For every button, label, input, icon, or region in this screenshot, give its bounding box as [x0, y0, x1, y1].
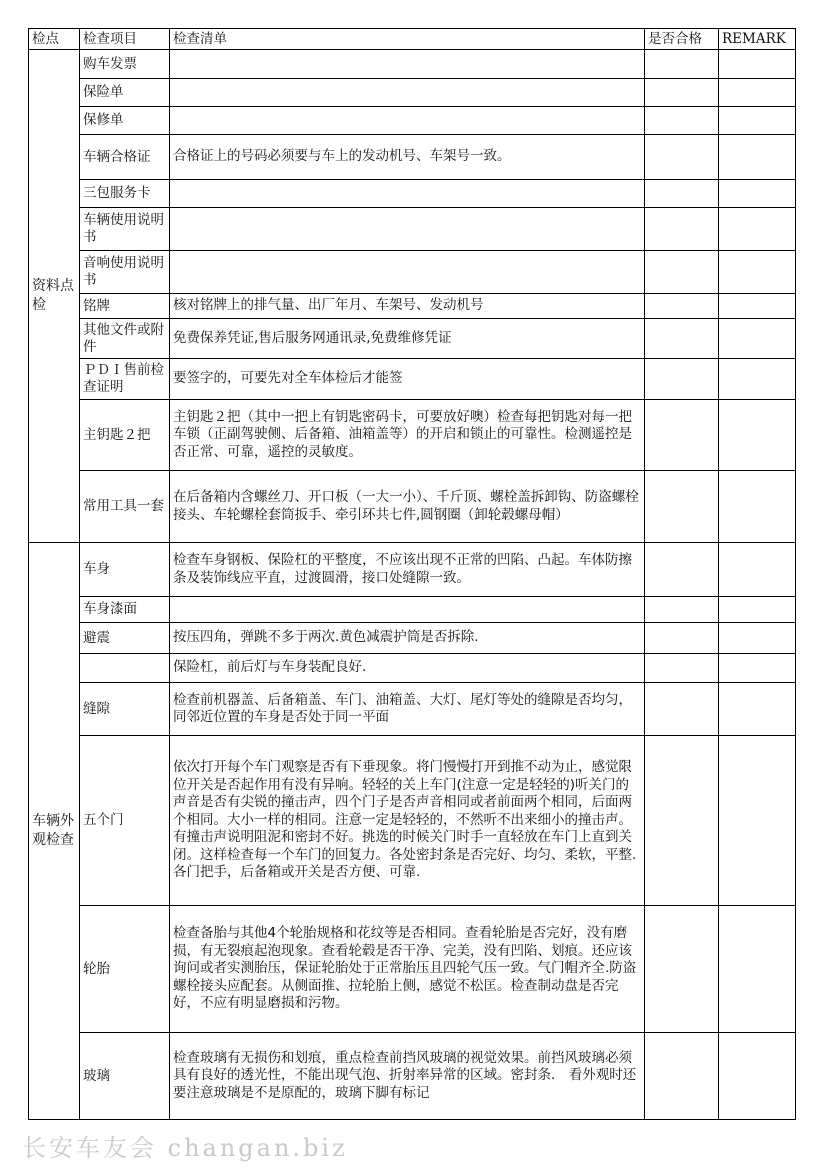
group-label-documents: 资料点检 — [29, 50, 80, 543]
table-row — [29, 180, 796, 208]
group-label-exterior: 车辆外观检查 — [29, 543, 80, 1120]
check-detail: 检查车身钢板、保险杠的平整度，不应该出现不正常的凹陷、凸起。车体防擦条及装饰线应平直，过渡圆滑，接口处缝隙一致。 — [170, 543, 645, 597]
remark-cell[interactable] — [719, 359, 796, 400]
pass-cell[interactable] — [645, 208, 719, 251]
check-item: 玻璃 — [80, 1033, 170, 1120]
table-row — [29, 597, 796, 623]
check-item: 购车发票 — [80, 50, 170, 79]
pass-cell[interactable] — [645, 180, 719, 208]
remark-cell[interactable] — [719, 906, 796, 1033]
pass-cell[interactable] — [645, 683, 719, 736]
check-detail: 要签字的，可要先对全车体检后才能签 — [170, 359, 645, 400]
check-detail: 保险杠，前后灯与车身装配良好. — [170, 654, 645, 683]
pass-cell[interactable] — [645, 319, 719, 359]
check-detail: 合格证上的号码必须要与车上的发动机号、车架号一致。 — [170, 135, 645, 180]
table-row — [29, 79, 796, 107]
pass-cell[interactable] — [645, 1033, 719, 1120]
header-check-point: 检点 — [29, 29, 80, 50]
remark-cell[interactable] — [719, 294, 796, 319]
remark-cell[interactable] — [719, 208, 796, 251]
table-row — [29, 251, 796, 294]
check-item: 五个门 — [80, 736, 170, 906]
header-row — [29, 29, 796, 50]
table-row — [29, 906, 796, 1033]
pass-cell[interactable] — [645, 294, 719, 319]
remark-cell[interactable] — [719, 319, 796, 359]
table-row — [29, 1033, 796, 1120]
remark-cell[interactable] — [719, 543, 796, 597]
check-item: ＰＤＩ售前检查证明 — [80, 359, 170, 400]
pass-cell[interactable] — [645, 359, 719, 400]
inspection-checklist-table — [28, 28, 796, 1120]
table-row — [29, 623, 796, 654]
table-row — [29, 683, 796, 736]
remark-cell[interactable] — [719, 654, 796, 683]
site-watermark: 长安车友会 changan.biz — [22, 1134, 348, 1162]
remark-cell[interactable] — [719, 736, 796, 906]
remark-cell[interactable] — [719, 251, 796, 294]
check-item — [80, 654, 170, 683]
header-check-list: 检查清单 — [170, 29, 645, 50]
check-item: 避震 — [80, 623, 170, 654]
table-row — [29, 543, 796, 597]
remark-cell[interactable] — [719, 79, 796, 107]
table-row — [29, 50, 796, 79]
pass-cell[interactable] — [645, 597, 719, 623]
check-item: 车身漆面 — [80, 597, 170, 623]
check-item: 车辆使用说明书 — [80, 208, 170, 251]
remark-cell[interactable] — [719, 471, 796, 543]
check-item: 主钥匙２把 — [80, 400, 170, 471]
table-row — [29, 471, 796, 543]
check-detail: 主钥匙２把（其中一把上有钥匙密码卡，可要放好噢）检查每把钥匙对每一把车锁（正副驾驶侧、后备箱、油箱盖等）的开启和锁止的可靠性。检测遥控是否正常、可靠，遥控的灵敏度。 — [170, 400, 645, 471]
check-item: 保修单 — [80, 107, 170, 135]
pass-cell[interactable] — [645, 623, 719, 654]
table-row — [29, 359, 796, 400]
check-detail — [170, 597, 645, 623]
remark-cell[interactable] — [719, 683, 796, 736]
pass-cell[interactable] — [645, 79, 719, 107]
check-detail — [170, 251, 645, 294]
pass-cell[interactable] — [645, 471, 719, 543]
pass-cell[interactable] — [645, 654, 719, 683]
remark-cell[interactable] — [719, 400, 796, 471]
table-row — [29, 400, 796, 471]
check-item: 保险单 — [80, 79, 170, 107]
table-row — [29, 736, 796, 906]
check-item: 其他文件或附件 — [80, 319, 170, 359]
check-detail — [170, 79, 645, 107]
header-remark: REMARK — [719, 29, 796, 50]
remark-cell[interactable] — [719, 107, 796, 135]
remark-cell[interactable] — [719, 50, 796, 79]
pass-cell[interactable] — [645, 736, 719, 906]
check-item: 车身 — [80, 543, 170, 597]
pass-cell[interactable] — [645, 50, 719, 79]
check-item: 音响使用说明书 — [80, 251, 170, 294]
check-detail — [170, 208, 645, 251]
remark-cell[interactable] — [719, 623, 796, 654]
check-detail — [170, 50, 645, 79]
remark-cell[interactable] — [719, 1033, 796, 1120]
check-detail: 核对铭牌上的排气量、出厂年月、车架号、发动机号 — [170, 294, 645, 319]
check-detail — [170, 180, 645, 208]
remark-cell[interactable] — [719, 135, 796, 180]
check-detail — [170, 107, 645, 135]
table-row — [29, 294, 796, 319]
table-row — [29, 208, 796, 251]
check-detail: 检查备胎与其他4个轮胎规格和花纹等是否相同。查看轮胎是否完好，没有磨损，有无裂痕起泡现象。查看轮毂是否干净、完美，没有凹陷、划痕。还应该询问或者实测胎压，保证轮胎处于正常胎压且四轮气压一致。气门帽齐全.防盗螺栓接头应配套。从侧面推、拉轮胎上侧，感觉不松匡。检查制动盘是否完好，不应有明显磨损和污物。 — [170, 906, 645, 1033]
pass-cell[interactable] — [645, 251, 719, 294]
header-check-item: 检查项目 — [80, 29, 170, 50]
remark-cell[interactable] — [719, 597, 796, 623]
pass-cell[interactable] — [645, 906, 719, 1033]
check-detail: 检查前机器盖、后备箱盖、车门、油箱盖、大灯、尾灯等处的缝隙是否均匀，同邻近位置的车身是否处于同一平面 — [170, 683, 645, 736]
remark-cell[interactable] — [719, 180, 796, 208]
table-row — [29, 135, 796, 180]
check-item: 车辆合格证 — [80, 135, 170, 180]
pass-cell[interactable] — [645, 543, 719, 597]
check-item: 铭牌 — [80, 294, 170, 319]
check-detail: 按压四角，弹跳不多于两次.黄色减震护筒是否拆除. — [170, 623, 645, 654]
check-detail: 依次打开每个车门观察是否有下垂现象。将门慢慢打开到推不动为止，感觉限位开关是否起作用有没有异响。轻轻的关上车门(注意一定是轻轻的)听关门的声音是否有尖锐的撞击声，四个门子是否声音相同或者前面两个相同，后面两个相同。大小一样的相同。注意一定是轻轻的，不然听不出来细小的撞击声。有撞击声说明阻泥和密封不好。挑选的时候关门时手一直轻放在车门上直到关闭。这样检查每一个车门的回复力。各处密封条是否完好、均匀、柔软，平整.各门把手，后备箱或开关是否方便、可靠. — [170, 736, 645, 906]
check-detail: 检查玻璃有无损伤和划痕，重点检查前挡风玻璃的视觉效果。前挡风玻璃必须具有良好的透光性，不能出现气泡、折射率异常的区域。密封条． 看外观时还要注意玻璃是不是原配的，玻璃下脚有标记 — [170, 1033, 645, 1120]
check-item: 三包服务卡 — [80, 180, 170, 208]
pass-cell[interactable] — [645, 400, 719, 471]
table-row — [29, 654, 796, 683]
table-row — [29, 319, 796, 359]
header-pass: 是否合格 — [645, 29, 719, 50]
check-detail: 免费保养凭证,售后服务网通讯录,免费维修凭证 — [170, 319, 645, 359]
check-item: 常用工具一套 — [80, 471, 170, 543]
pass-cell[interactable] — [645, 107, 719, 135]
pass-cell[interactable] — [645, 135, 719, 180]
check-item: 轮胎 — [80, 906, 170, 1033]
check-item: 缝隙 — [80, 683, 170, 736]
table-row — [29, 107, 796, 135]
check-detail: 在后备箱内含螺丝刀、开口板（一大一小）、千斤顶、螺栓盖拆卸钩、防盗螺栓接头、车轮螺栓套筒扳手、牵引环共七件,圆钢圈（卸轮毂螺母帽） — [170, 471, 645, 543]
